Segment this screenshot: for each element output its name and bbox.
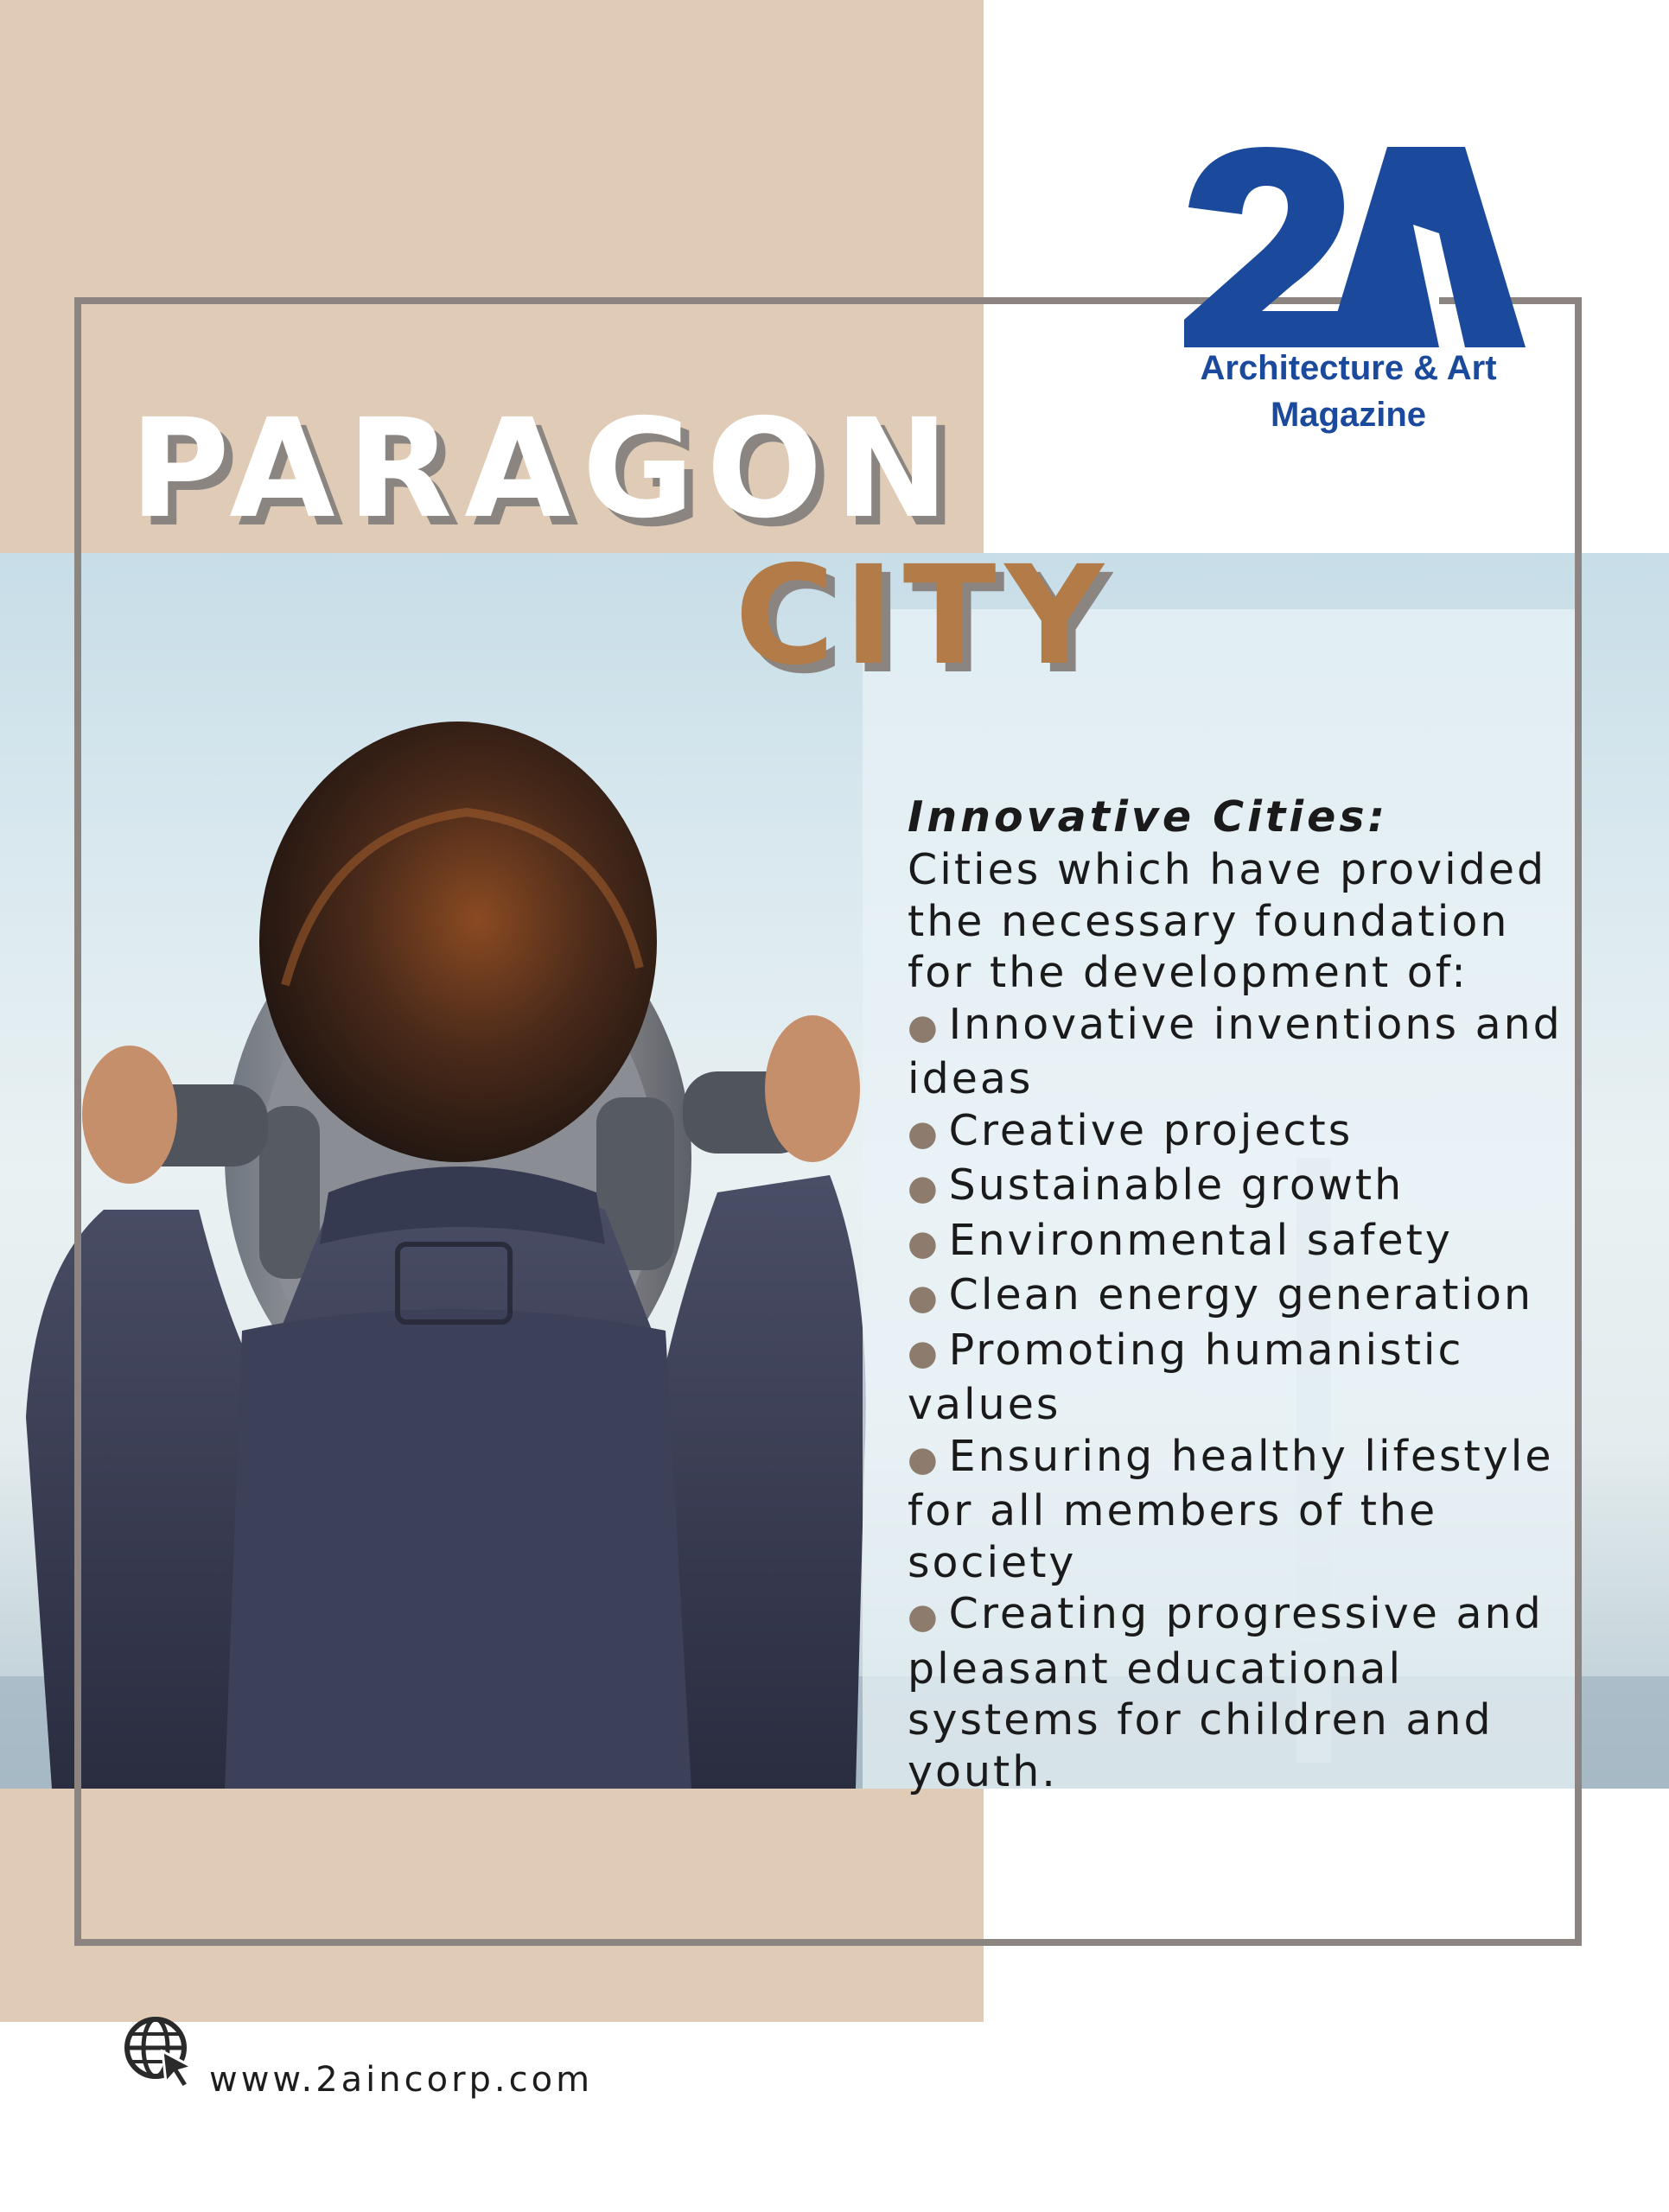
intro-line: Cities which have provided xyxy=(908,845,1547,894)
bullet-continuation: society xyxy=(908,1537,1077,1587)
intro-line: for the development of: xyxy=(908,948,1468,997)
bullet-dot-icon: ● xyxy=(908,1007,949,1047)
title-city: CITY xyxy=(735,537,1112,696)
bullet-item: ● Sustainable growth xyxy=(908,1160,1405,1210)
bullet-item: ● Creating progressive and xyxy=(908,1589,1544,1638)
logo-line-1: Architecture & Art xyxy=(1200,349,1497,387)
bullet-continuation: values xyxy=(908,1380,1061,1429)
bullet-item: ● Environmental safety xyxy=(908,1215,1453,1265)
bullet-item: ● Clean energy generation xyxy=(908,1270,1534,1319)
bullet-continuation: for all members of the xyxy=(908,1486,1438,1535)
intro-line: the necessary foundation xyxy=(908,896,1510,946)
website-link[interactable]: www.2aincorp.com xyxy=(209,2060,594,2100)
title-paragon: PARAGON xyxy=(130,390,961,549)
bullet-dot-icon: ● xyxy=(908,1223,949,1263)
logo-line-2: Magazine xyxy=(1270,396,1427,434)
bullet-item: ● Promoting humanistic xyxy=(908,1325,1464,1375)
bullet-continuation: systems for children and xyxy=(908,1695,1494,1745)
bullet-continuation: pleasant educational xyxy=(908,1643,1404,1694)
content-heading: Innovative Cities: xyxy=(908,792,1389,842)
bullet-item: ● Creative projects xyxy=(908,1105,1354,1155)
bullet-item: ● Innovative inventions and xyxy=(908,999,1563,1049)
article-content xyxy=(908,791,1582,1797)
magazine-logo xyxy=(1158,147,1538,458)
bullet-dot-icon: ● xyxy=(908,1332,949,1373)
bullet-dot-icon: ● xyxy=(908,1168,949,1208)
bullet-dot-icon: ● xyxy=(908,1278,949,1318)
bullet-dot-icon: ● xyxy=(908,1439,949,1479)
bullet-item: ● Ensuring healthy lifestyle xyxy=(908,1431,1554,1481)
bullet-dot-icon: ● xyxy=(908,1113,949,1154)
bullet-continuation: youth. xyxy=(908,1746,1058,1796)
2a-logo-mark-icon xyxy=(1180,147,1526,347)
bullet-dot-icon: ● xyxy=(908,1597,949,1637)
bullet-continuation: ideas xyxy=(908,1054,1034,1103)
globe-cursor-icon xyxy=(123,2015,197,2089)
